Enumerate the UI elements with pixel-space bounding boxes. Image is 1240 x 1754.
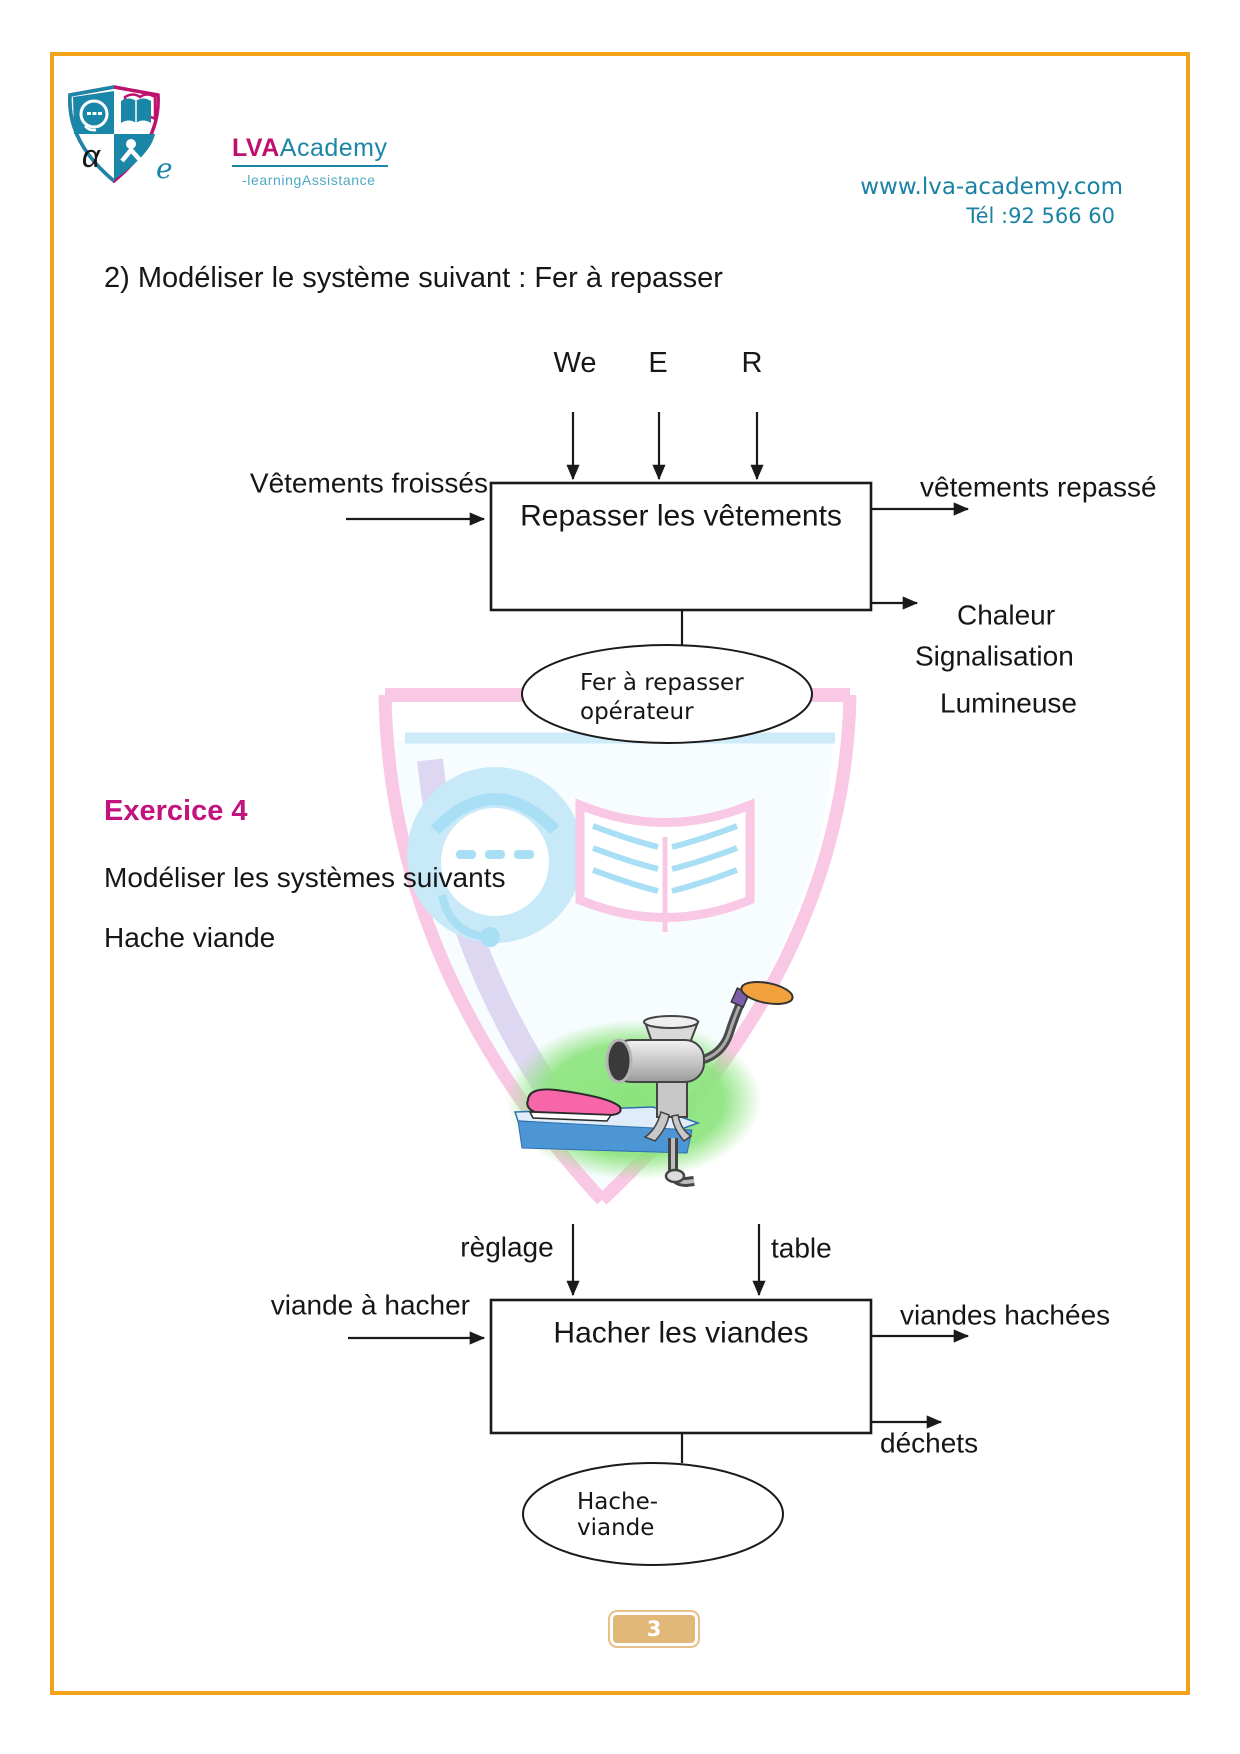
brand-wordmark (232, 134, 388, 167)
control-label-r: R (741, 347, 763, 379)
support-label-line1: Hache- (577, 1489, 659, 1515)
watermark-book-icon (580, 805, 750, 932)
logo-shield (61, 84, 167, 186)
input-label: viande à hacher (270, 1289, 470, 1321)
control-label-we: We (553, 347, 597, 379)
process-label: Repasser les vêtements (520, 499, 842, 533)
diagram-grinder (0, 1210, 1240, 1582)
exercise-item-label: Hache viande (104, 922, 276, 953)
input-label: Vêtements froissés (249, 467, 488, 499)
page-number: 3 (646, 1617, 662, 1641)
waste-label: déchets (880, 1427, 979, 1459)
exercise-intro: Modéliser les systèmes suivants (104, 862, 506, 893)
process-label: Hacher les viandes (553, 1316, 809, 1350)
control-label-table: table (771, 1232, 832, 1264)
control-label-reglage: règlage (460, 1231, 554, 1263)
support-label-line1: Fer à repasser (580, 670, 744, 696)
secondary-output-lumineuse: Lumineuse (940, 687, 1077, 719)
support-label-line2: opérateur (580, 699, 694, 725)
meat-grinder-illustration (440, 960, 840, 1220)
support-label-line2: viande (577, 1515, 655, 1541)
brand-tagline: -learningAssistance (242, 172, 376, 188)
phone-number: Tél :92 566 60 (966, 204, 1115, 228)
output-label: vêtements repassé (920, 471, 1157, 503)
brand-lva: LVA (232, 134, 280, 162)
website-url: www.lva-academy.com (860, 174, 1123, 200)
logo-alpha-glyph: α (81, 138, 101, 174)
secondary-output-chaleur: Chaleur (957, 599, 1056, 631)
section1-title: 2) Modéliser le système suivant : Fer à repasser (104, 262, 723, 294)
control-label-e: E (648, 347, 668, 379)
secondary-output-signalisation: Signalisation (915, 640, 1074, 672)
diagram-iron (0, 340, 1240, 760)
brand-academy: Academy (279, 134, 388, 162)
logo-e-mark: e (156, 152, 173, 185)
page-number-badge (608, 1610, 700, 1648)
output-label: viandes hachées (900, 1299, 1111, 1331)
exercise-heading: Exercice 4 (104, 795, 248, 827)
